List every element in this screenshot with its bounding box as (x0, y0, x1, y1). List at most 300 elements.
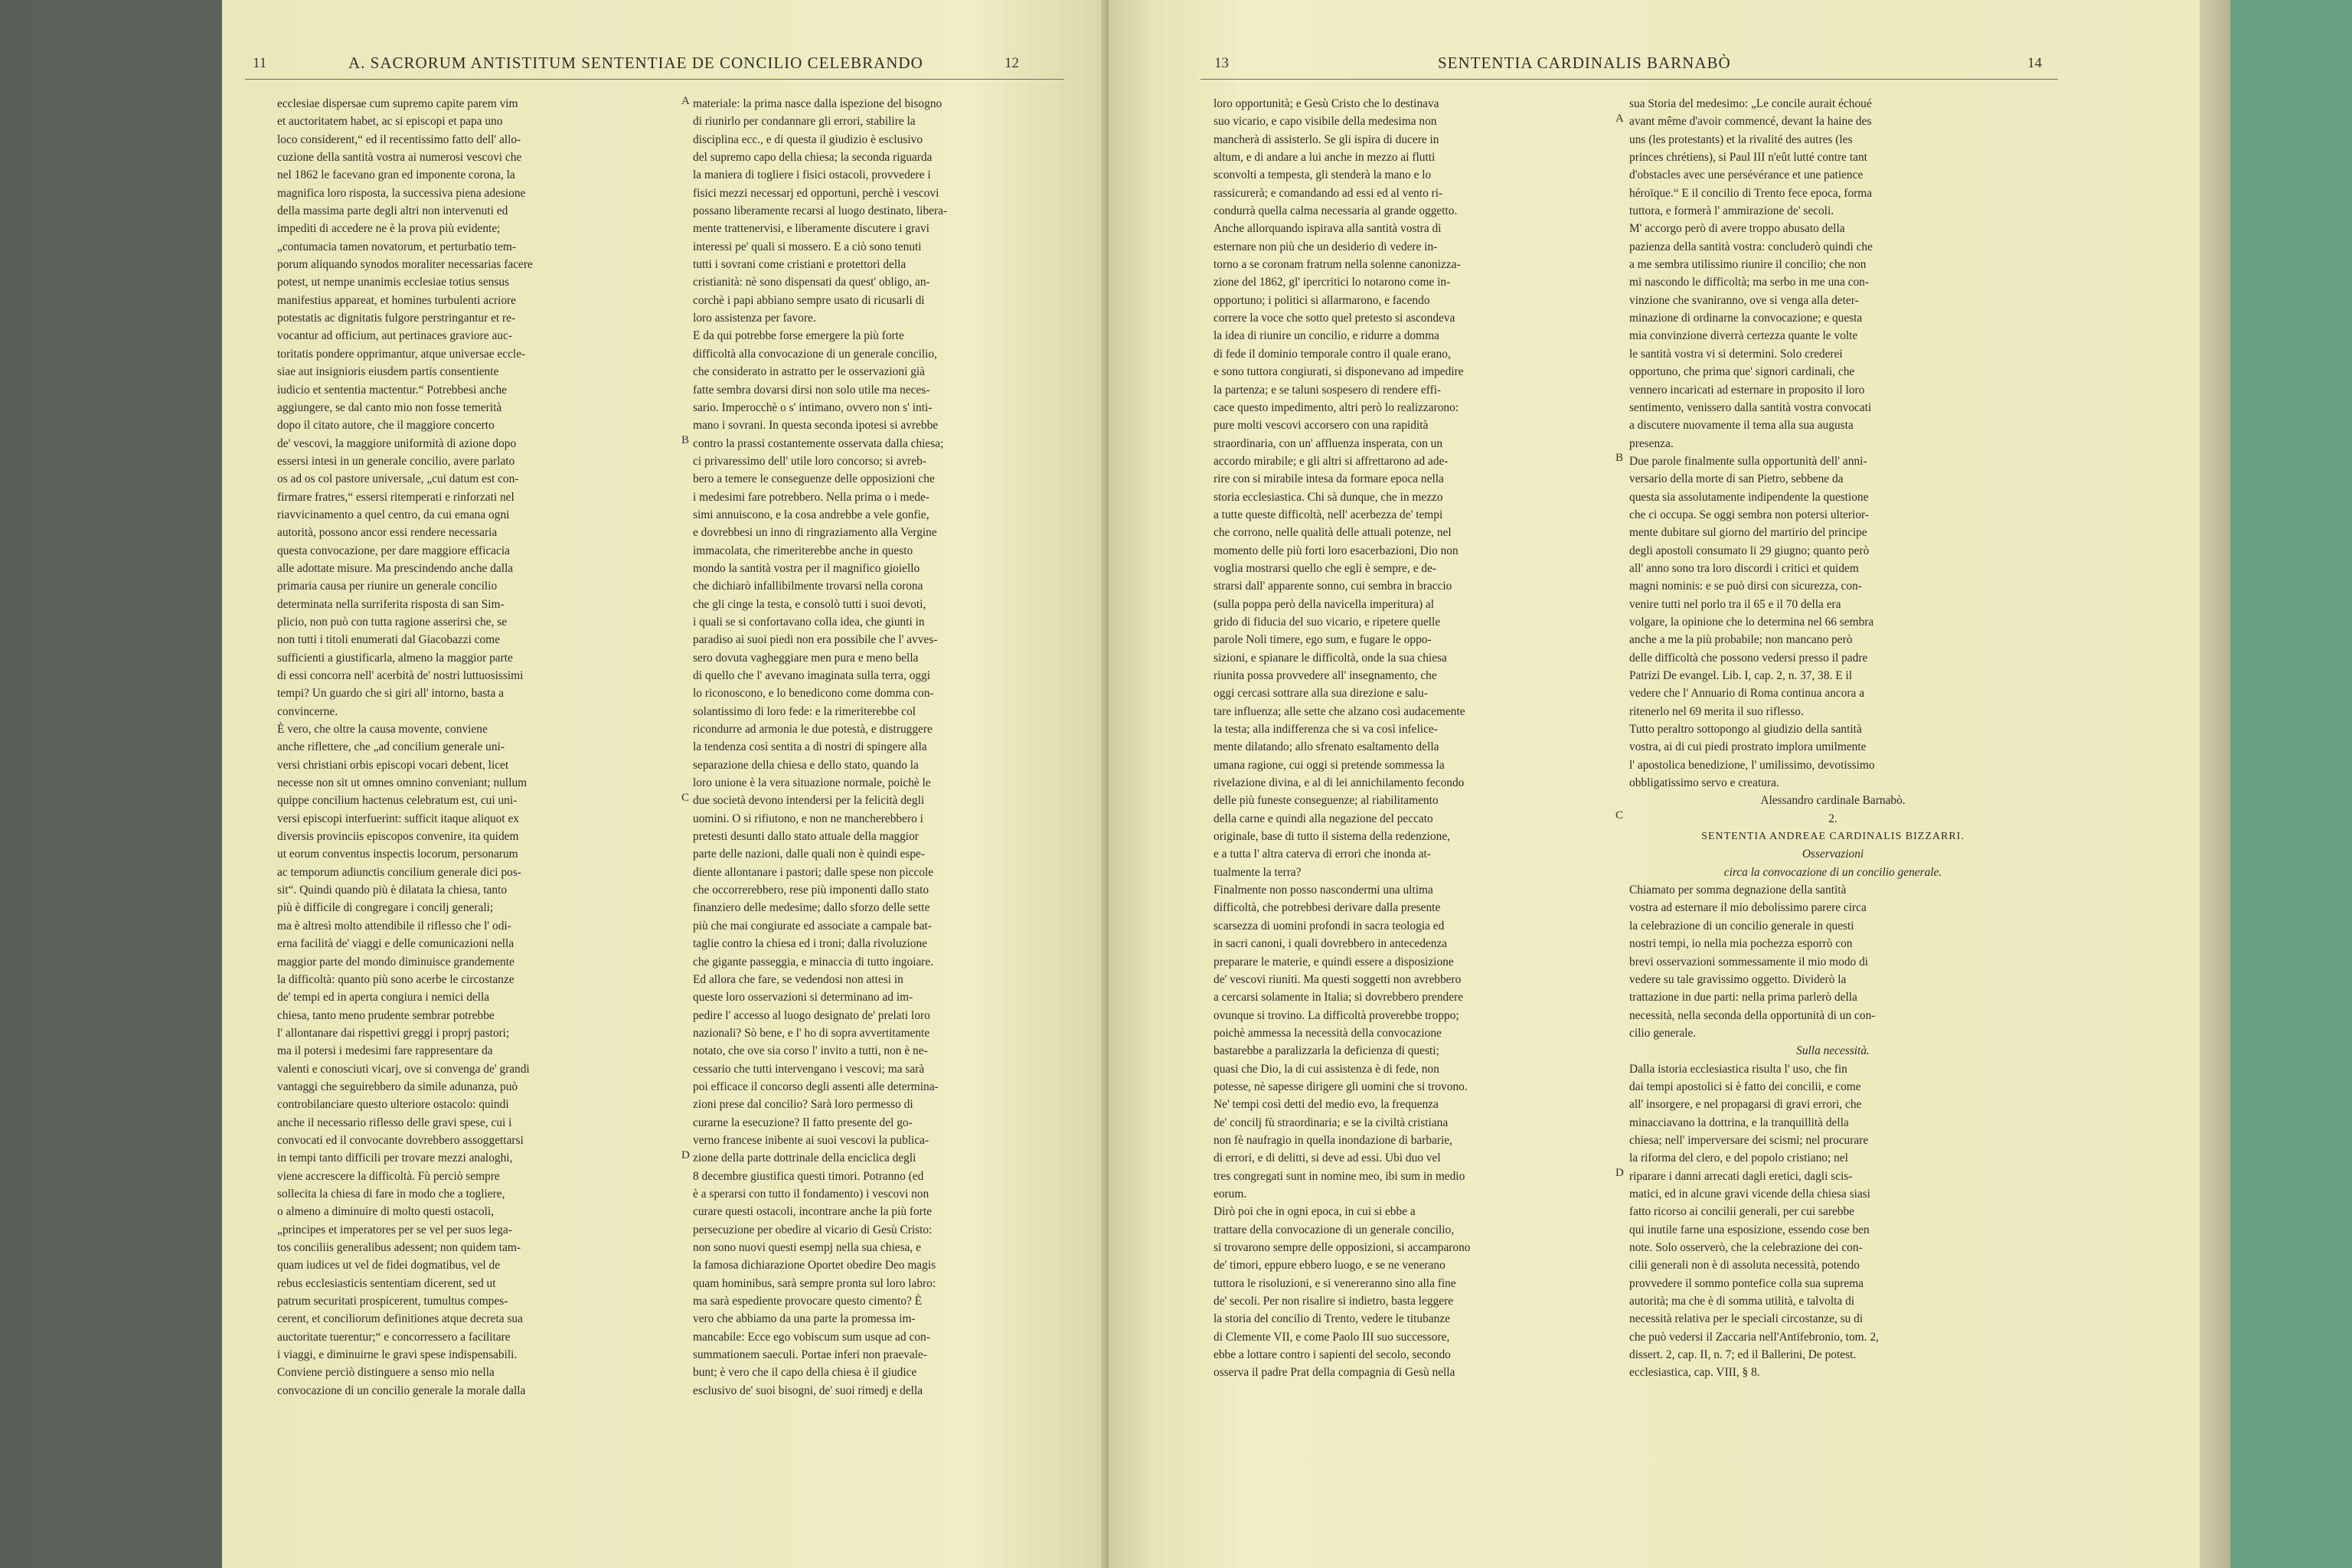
text-line: vocantur ad officium, aut pertinaces graviore auc- (277, 329, 512, 343)
text-line: tutti i sovrani come cristiani e protettori della (693, 258, 906, 272)
text-line: obbligatissimo servo e creatura. (1629, 776, 1779, 790)
text-line: la maniera di togliere i fisici ostacoli, provvedere i (693, 168, 931, 182)
text-line: a me sembra utilissimo riunire il concilio; che non (1629, 258, 1867, 272)
text-line: quam iudices ut vel de fidei dogmatibus, vel de (277, 1259, 501, 1272)
text-line: simi annuiscono, e la cosa andrebbe a vele gonfie, (693, 508, 929, 521)
text-line: volgare, la opinione che lo determina nel 66 sembra (1629, 615, 1874, 629)
text-line: notato, che ove sia corso l' invito a tutti, non è ne- (693, 1044, 928, 1058)
text-line: contro la prassi costantemente osservata dalla chiesa; (693, 436, 944, 450)
text-line: la storia del concilio di Trento, vedere le titubanze (1214, 1312, 1451, 1326)
text-line: delle più funeste conseguenze; al riabilitamento (1214, 794, 1439, 808)
text-line: i medesimi fare potrebbero. Nella prima o i mede- (693, 490, 929, 504)
text-line: trattare della convocazione di un generale concilio, (1214, 1223, 1455, 1236)
text-line: difficoltà alla convocazione di un generale concilio, (693, 347, 937, 361)
text-line: viene accrescere la difficoltà. Fù perciò sempre (277, 1169, 500, 1183)
text-line: tres congregati sunt in nomine meo, ibi sum in medio (1214, 1169, 1465, 1183)
text-line: zioni prese dal concilio? Sarà loro permesso di (693, 1098, 913, 1112)
text-line: rassicurerà; e comandando ad essi ed al vento ri- (1214, 186, 1443, 200)
text-line: interessi pe' quali si mossero. E a ciò sono tenuti (693, 240, 922, 253)
text-line: mano i sovrani. In questa seconda ipotesi si avrebbe (693, 419, 939, 433)
text-line: esternare non più che un desiderio di vedere in- (1214, 240, 1438, 253)
text-line: scarsezza di uomini profondi in sacra teologia ed (1214, 919, 1445, 933)
text-line: ebbe a lottare contro i sapienti del secolo, secondo (1214, 1348, 1451, 1362)
text-line: Ed allora che fare, se vedendosi non attesi in (693, 972, 903, 986)
text-line: ovunque si trovino. La difficoltà proverebbe troppo; (1214, 1008, 1459, 1022)
text-line: la tendenza così sentita a di nostri di spingere alla (693, 740, 927, 754)
text-line: tuttora, e formerà l' ammirazione de' secoli. (1629, 204, 1834, 218)
text-line: pretesti desunti dallo stato attuale della maggior (693, 830, 919, 844)
text-line: 8 decembre giustifica questi timori. Potranno (ed (693, 1169, 924, 1183)
text-line: rire con si mirabile intesa da formare epoca nella (1214, 472, 1444, 486)
text-line: all' insorgere, e nel propagarsi di gravi errori, che (1629, 1098, 1862, 1112)
text-line: difficoltà, che potrebbesi derivare dalla presente (1214, 901, 1441, 915)
text-line: vinzione che svaniranno, ove si venga alla deter- (1629, 293, 1859, 307)
text-line: riavvicinamento a quel centro, da cui emana ogni (277, 508, 510, 521)
text-line: cristianità: nè sono dispensati da quest' obligo, an- (693, 276, 930, 289)
text-line: esclusivo de' suoi bisogni, de' suoi rimedj e della (693, 1383, 923, 1397)
text-line: Anche allorquando ispirava alla santità vostra di (1214, 222, 1442, 236)
margin-letter: C (681, 792, 690, 804)
text-line: non fè naufragio in quella inondazione di barbarie, (1214, 1133, 1452, 1147)
text-line: ma sarà espediente provocare questo cimento? È (693, 1295, 923, 1308)
text-line: Tutto peraltro sottopongo al giudizio della santità (1629, 723, 1862, 737)
text-line: due società devono intendersi per la felicità degli (693, 794, 925, 808)
text-line: che ci occupa. Se oggi sembra non potersi ulterior- (1629, 508, 1869, 521)
text-line: e sono tuttora congiurati, si disponevano ad impedire (1214, 365, 1464, 379)
text-line: Dalla istoria ecclesiastica risulta l' uso, che fin (1629, 1062, 1847, 1076)
text-line: ecclesiae dispersae cum supremo capite parem vim (277, 97, 518, 110)
text-line: dai tempi apostolici si è fatto dei concilii, e come (1629, 1080, 1861, 1093)
text-line: M' accorgo però di avere troppo abusato della (1629, 222, 1845, 236)
running-head: SENTENTIA CARDINALIS BARNABÒ (1438, 54, 1731, 72)
text-line: verno francese inibente ai suoi vescovi la publica- (693, 1133, 929, 1147)
text-line: erna facilità de' viaggi e delle comunicazioni nella (277, 937, 514, 951)
text-line: primaria causa per riunire un generale concilio (277, 580, 498, 593)
text-line: vedere che l' Annuario di Roma continua ancora a (1629, 687, 1865, 701)
text-line: di fede il dominio temporale contro il quale erano, (1214, 347, 1451, 361)
text-line: trattazione in due parti: nella prima parlerò della (1629, 991, 1857, 1004)
text-line: essersi intesi in un generale concilio, avere parlato (277, 454, 515, 468)
text-line: ut eorum conventus inspectis locorum, personarum (277, 848, 518, 861)
page-number: 13 (1214, 55, 1229, 71)
text-line: tuttora le risoluzioni, e si venereranno sino alla fine (1214, 1276, 1456, 1290)
text-line: la riforma del clero, e del popolo cristiano; nel (1629, 1152, 1848, 1165)
text-line: che dichiarò infallibilmente trovarsi nella corona (693, 580, 923, 593)
margin-letter: B (681, 434, 690, 446)
right-page (1109, 0, 2200, 1568)
text-line: convincerne. (277, 704, 338, 718)
text-line: si trovarono sempre delle opposizioni, si accamparono (1214, 1241, 1471, 1254)
text-line: l' apostolica benedizione, l' umilissimo, devotissimo (1629, 758, 1875, 772)
text-line: corchè i papi abbiano sempre usato di ricusarli di (693, 293, 925, 307)
text-line: diente allontanare i pastori; dalle spese non piccole (693, 865, 934, 879)
text-line: mancherà di assisterlo. Se gli ispira di ducere in (1214, 132, 1439, 146)
text-line: cerent, et conciliorum definitiones atque decreta sua (277, 1312, 523, 1326)
text-line: firmare fratres,“ essersi ritemperati e rinforzati nel (277, 490, 514, 504)
text-line: Dirò poi che in ogni epoca, in cui si ebbe a (1214, 1205, 1416, 1219)
text-line: de' concilj fù straordinaria; e se la civiltà cristiana (1214, 1116, 1449, 1129)
margin-letter: D (1615, 1167, 1624, 1179)
text-line: a discutere nuovamente il tema alla sua augusta (1629, 419, 1854, 433)
text-line: magni nominis: e se può dirsi con sicurezza, con- (1629, 580, 1862, 593)
text-line: versi episcopi interfuerint: sufficit itaque aliquot ex (277, 812, 519, 825)
text-line: ricondurre ad armonia le due potestà, e distruggere (693, 723, 933, 737)
text-line: alle adottate misure. Ma prescindendo anche dalla (277, 561, 514, 575)
text-line: porum aliquando synodos moraliter necessarias facere (277, 258, 533, 272)
text-line: 2. (1828, 812, 1838, 825)
text-line: momento delle più forti loro esacerbazioni, Dio non (1214, 544, 1459, 557)
text-line: mancabile: Ecce ego vobiscum sum usque ad con- (693, 1330, 930, 1344)
text-line: possano liberamente recarsi al luogo destinato, libera- (693, 204, 948, 218)
text-line: versi christiani orbis episcopi vocari debent, licet (277, 758, 509, 772)
text-line: delle difficoltà che possono vedersi presso il padre (1629, 651, 1868, 665)
text-line: sentimento, venissero dalla santità vostra convocati (1629, 400, 1872, 414)
text-line: che gli cinge la testa, e consolò tutti i suoi devoti, (693, 597, 926, 611)
text-line: i quali se si confortavano colla idea, che giunti in (693, 615, 925, 629)
text-line: i viaggi, e diminuirne le gravi spese indispensabili. (277, 1348, 518, 1362)
text-line: strarsi dall' apparente sonno, cui sembra in braccio (1214, 580, 1452, 593)
text-line: quam hominibus, sarà sempre pronta sul loro labro: (693, 1276, 936, 1290)
text-line: e a tutta l' altra caterva di errori che inonda at- (1214, 848, 1431, 861)
text-line: pazienza della santità vostra: concluderò quindi che (1629, 240, 1873, 253)
text-line: mondo la santità vostra per il magnifico gioiello (693, 561, 920, 575)
text-line: provvedere il sommo pontefice colla sua suprema (1629, 1276, 1864, 1290)
text-line: la famosa dichiarazione Oportet obedire Deo magis (693, 1259, 936, 1272)
text-line: de' vescovi riuniti. Ma questi soggetti non avrebbero (1214, 972, 1462, 986)
text-line: taglie contro la chiesa ed i troni; dalla rivoluzione (693, 937, 927, 951)
text-line: summationem saeculi. Portae inferi non praevale- (693, 1348, 927, 1362)
page-number: 12 (1004, 55, 1019, 71)
text-line: che corrono, nelle qualità delle attuali potenze, nel (1214, 526, 1452, 540)
text-column (277, 95, 678, 1400)
text-line: os ad os col pastore universale, „cui datum est con- (277, 472, 519, 486)
text-line: siae aut insignioris eiusdem partis consentiente (277, 365, 499, 379)
page-number: 11 (253, 55, 267, 71)
text-line: dissert. 2, cap. II, n. 7; ed il Ballerini, De potest. (1629, 1348, 1857, 1362)
text-line: zione del 1862, gl' ipercritici lo notarono come in- (1214, 276, 1451, 289)
text-line: d'obstacles avec une persévérance et une patience (1629, 168, 1864, 182)
text-line: Patrizi De evangel. Lib. I, cap. 2, n. 37, 38. E il (1629, 669, 1853, 682)
text-line: poi efficace il concorso degli assenti alle determina- (693, 1080, 939, 1093)
text-line: vero che abbiamo da una parte la promessa im- (693, 1312, 916, 1326)
text-line: in sacri canoni, i quali dovrebbero in antecedenza (1214, 937, 1448, 951)
text-line: loco considerent,“ ed il recentissimo fatto dell' allo- (277, 132, 521, 146)
text-line: autorità; ma che è di somma utilità, e talvolta di (1629, 1295, 1855, 1308)
text-line: Due parole finalmente sulla opportunità dell' anni- (1629, 454, 1867, 468)
text-line: non tutti i titoli enumerati dal Giacobazzi come (277, 633, 501, 647)
text-line: separazione della chiesa e dello stato, quando la (693, 758, 919, 772)
page-edge (2200, 0, 2230, 1568)
text-line: riparare i danni arrecati dagli eretici, dagli scis- (1629, 1169, 1853, 1183)
text-line: ac temporum adiunctis concilium generale dici pos- (277, 865, 521, 879)
text-line: ma il potersi i medesimi fare rappresentare da (277, 1044, 493, 1058)
text-line: loro assistenza per favore. (693, 312, 816, 325)
text-line: Finalmente non posso nascondermi una ultima (1214, 884, 1433, 897)
text-line: quasi che Dio, la di cui assistenza è di fede, non (1214, 1062, 1439, 1076)
text-line: minazione di ordinarne la convocazione; e questa (1629, 312, 1863, 325)
text-line: voglia mostrarsi quello che egli è sempre, e de- (1214, 561, 1437, 575)
margin-letter: C (1615, 809, 1624, 822)
text-line: (sulla poppa però della navicella imperitura) al (1214, 597, 1435, 611)
text-line: bero a temere le conseguenze delle opposizioni che (693, 472, 935, 486)
text-line: È vero, che oltre la causa movente, conviene (277, 723, 488, 737)
text-line: et auctoritatem habet, ac si episcopi et papa uno (277, 115, 503, 129)
text-line: correre la voce che sotto quel pretesto si ascondeva (1214, 312, 1455, 325)
text-line: opportuno, che prima que' signori cardinali, che (1629, 365, 1855, 379)
text-line: storia ecclesiastica. Chi sà dunque, che in mezzo (1214, 490, 1443, 504)
text-line: questa sia assolutamente indipendente la questione (1629, 490, 1869, 504)
text-line: del supremo capo della chiesa; la seconda riguarda (693, 151, 933, 165)
text-line: patrum securitati prospicerent, tumultus compes- (277, 1295, 508, 1308)
text-line: sero dovuta vagheggiare men pura e meno bella (693, 651, 919, 665)
text-line: diversis provinciis episcopos convenire, ita quidem (277, 830, 519, 844)
text-line: de' tempi ed in aperta congiura i nemici della (277, 991, 490, 1004)
text-line: note. Solo osserverò, che la celebrazione dei con- (1629, 1241, 1863, 1254)
text-line: nel 1862 le facevano gran ed imponente corona, la (277, 168, 515, 182)
text-line: determinata nella surriferita risposta di san Sim- (277, 597, 505, 611)
text-line: le santità vostra vi si determini. Solo crederei (1629, 347, 1843, 361)
text-line: convocati ed il convocante dovrebbero assoggettarsi (277, 1133, 524, 1147)
text-line: mente dubitare sul giorno del martirio del principe (1629, 526, 1867, 540)
text-line: bunt; è vero che il capo della chiesa è il giudice (693, 1366, 917, 1380)
text-line: curarne la esecuzione? Il fatto presente del go- (693, 1116, 913, 1129)
text-line: sua Storia del medesimo: „Le concile aurait échoué (1629, 97, 1872, 110)
text-line: SENTENTIA ANDREAE CARDINALIS BIZZARRI. (1701, 831, 1965, 843)
text-line: versario della morte di san Pietro, sebbene da (1629, 472, 1844, 486)
text-line: Ne' tempi così detti del medio evo, la frequenza (1214, 1098, 1439, 1112)
text-line: curare questi ostacoli, incontrare anche la più forte (693, 1205, 932, 1219)
text-line: sizioni, e spianare le difficoltà, onde la sua chiesa (1214, 651, 1447, 665)
text-line: torno a se coronam fratrum nella solenne canonizza- (1214, 258, 1461, 272)
text-line: necessità, nella seconda della opportunità di un con- (1629, 1008, 1876, 1022)
text-line: osserva il padre Prat della compagnia di Gesù nella (1214, 1366, 1455, 1380)
text-line: che può vedersi il Zaccaria nell'Antifebronio, tom. 2, (1629, 1330, 1879, 1344)
margin-letter: D (681, 1149, 690, 1161)
header-rule (1200, 79, 2058, 80)
text-line: eorum. (1214, 1187, 1247, 1200)
text-line: quippe concilium hactenus celebratum est, cui uni- (277, 794, 518, 808)
text-line: accordo mirabile; e gli altri si affrettarono ad ade- (1214, 454, 1449, 468)
text-line: cilio generale. (1629, 1026, 1697, 1040)
text-line: più che mai congiurate ed associate a campale bat- (693, 919, 932, 933)
text-line: potestatis ac dignitatis fulgore perstringantur et re- (277, 312, 516, 325)
text-line: fisici mezzi necessarj ed opportuni, perchè i vescovi (693, 186, 939, 200)
text-line: la idea di riunire un concilio, e ridurre a domma (1214, 329, 1439, 343)
text-line: sario. Imperocchè o s' intimano, ovvero non s' inti- (693, 400, 933, 414)
text-line: dopo il citato autore, che il maggiore concerto (277, 419, 495, 433)
text-line: l' allontanare dai rispettivi greggi i proprj pastori; (277, 1026, 510, 1040)
text-line: mi nascondo le difficoltà; ma serbo in me una con- (1629, 276, 1869, 289)
text-column (1214, 95, 1612, 1382)
text-line: minacciavano la dottrina, e la tranquillità della (1629, 1116, 1849, 1129)
text-line: ma è altresì molto attendibile il riflesso che l' odi- (277, 919, 511, 933)
text-line: cace questo impedimento, altri però lo realizzarono: (1214, 400, 1459, 414)
text-line: tualmente la terra? (1214, 865, 1302, 879)
text-line: questa convocazione, per dare maggiore efficacia (277, 544, 510, 557)
text-line: Chiamato per somma degnazione della santità (1629, 884, 1847, 897)
text-line: finanziero delle medesime; dallo sforzo delle sette (693, 901, 930, 915)
text-line: umana ragione, cui oggi si pretende sommessa la (1214, 758, 1445, 772)
text-line: avant même d'avoir commencé, devant la haine des (1629, 115, 1872, 129)
text-line: impediti di accedere ne è la prova più evidente; (277, 222, 501, 236)
text-line: di quello che l' avevano imaginata sulla terra, oggi (693, 669, 931, 682)
text-line: mente dilatando; allo sfrenato esaltamento della (1214, 740, 1439, 754)
text-line: potest, ut nempe unanimis ecclesiae totius sensus (277, 276, 510, 289)
text-line: pedire l' accesso al luogo designato de' prelati loro (693, 1008, 930, 1022)
text-line: a tutte queste difficoltà, nell' acerbezza de' tempi (1214, 508, 1443, 521)
text-line: immacolata, che rimeriterebbe anche in questo (693, 544, 913, 557)
text-line: grido di fiducia del suo vicario, e ripetere quelle (1214, 615, 1441, 629)
text-line: all' anno sono tra loro discordi i critici et quidem (1629, 561, 1859, 575)
text-line: parole Noli timere, ego sum, e fugare le oppo- (1214, 633, 1432, 647)
text-line: zione della parte dottrinale della enciclica degli (693, 1152, 916, 1165)
text-line: vostra ad esternare il mio debolissimo parere circa (1629, 901, 1867, 915)
text-line: persecuzione per obedire al vicario di Gesù Cristo: (693, 1223, 933, 1236)
text-line: fatte sembra dovarsi dirsi non solo utile ma neces- (693, 383, 930, 397)
text-line: lo riconoscono, e lo benedicono come domma con- (693, 687, 934, 701)
text-line: de' vescovi, la maggiore uniformità di azione dopo (277, 436, 517, 450)
text-line: di Clemente VII, e come Paolo III suo successore, (1214, 1330, 1450, 1344)
text-line: suo vicario, e capo visibile della medesima non (1214, 115, 1437, 129)
text-line: queste loro osservazioni si determinano ad im- (693, 991, 913, 1004)
text-line: nostri tempi, io nella mia pochezza esporrò con (1629, 937, 1853, 951)
text-line: tos conciliis generalibus adessent; non quidem tam- (277, 1241, 521, 1254)
text-line: parte delle nazioni, dalle quali non è quindi espe- (693, 848, 926, 861)
text-line: e dovrebbesi un inno di ringraziamento alla Vergine (693, 526, 937, 540)
text-line: rebus ecclesiasticis sententiam dicerent, sed ut (277, 1276, 496, 1290)
text-line: è a sperarsi con tutto il fondamento) i vescovi non (693, 1187, 929, 1200)
text-line: magnifica loro risposta, la successiva piena adesione (277, 186, 526, 200)
text-line: della massima parte degli altri non intervenuti ed (277, 204, 508, 218)
text-line: riunita possa provvedere all' insegnamento, che (1214, 669, 1437, 682)
text-line: vantaggi che seguirebbero da simile adunanza, può (277, 1080, 518, 1093)
text-line: oggi cercasi sottrare alla sua direzione e salu- (1214, 687, 1428, 701)
text-line: matici, ed in alcune gravi vicende della chiesa siasi (1629, 1187, 1870, 1200)
text-line: toritatis pondere opprimantur, atque universae eccle- (277, 347, 526, 361)
text-line: o almeno a diminuire di molto questi ostacoli, (277, 1205, 494, 1219)
text-line: della carne e quindi alla negazione del peccato (1214, 812, 1433, 825)
margin-letter: A (681, 95, 690, 107)
text-line: valenti e conosciuti vicarj, ove si convenga de' grandi (277, 1062, 530, 1076)
text-line: „contumacia tamen novatorum, et perturbatio tem- (277, 240, 516, 253)
text-line: rivelazione divina, e al di lei annichilamento fecondo (1214, 776, 1465, 790)
text-line: paradiso ai suoi piedi non era possibile che l' avves- (693, 633, 938, 647)
text-line: tare influenza; alle sette che alzano così audacemente (1214, 704, 1465, 718)
text-line: sconvolti a tempesta, gli stenderà la mano e lo (1214, 168, 1432, 182)
text-line: necesse non sit ut omnes omnino conveniant; nullum (277, 776, 528, 790)
text-line: la difficoltà: quanto più sono acerbe le circostanze (277, 972, 514, 986)
text-line: pure molti vescovi accorsero con una rapidità (1214, 419, 1429, 433)
text-line: anche il necessario riflesso delle gravi spese, cui i (277, 1116, 512, 1129)
text-line: chiesa, tanto meno prudente sembrar potrebbe (277, 1008, 495, 1022)
text-line: degli apostoli consumato li 29 giugno; quanto però (1629, 544, 1870, 557)
text-line: Osservazioni (1802, 848, 1864, 861)
text-line: qui inutile farne una esposizione, essendo cose ben (1629, 1223, 1870, 1236)
text-line: ecclesiastica, cap. VIII, § 8. (1629, 1366, 1760, 1380)
text-line: più è difficile di congregare i concilj generali; (277, 901, 494, 915)
text-line: nazionali? Sò bene, e l' ho di sopra avvertitamente (693, 1026, 930, 1040)
text-line: originale, base di tutto il sistema della redenzione, (1214, 830, 1451, 844)
text-line: non sono nuovi questi esempj nella sua chiesa, e (693, 1241, 921, 1254)
text-line: E da qui potrebbe forse emergere la più forte (693, 329, 904, 343)
text-line: mente trattenervisi, e liberamente discutere i gravi (693, 222, 929, 236)
text-line: vennero incaricati ad esternare in proposito il loro (1629, 383, 1865, 397)
text-line: ritenerlo nel 69 merita il suo riflesso. (1629, 704, 1804, 718)
running-head: A. SACRORUM ANTISTITUM SENTENTIAE DE CONCILIO CELEBRANDO (348, 54, 923, 72)
text-line: cilii generali non è di assoluta necessità, potendo (1629, 1259, 1860, 1272)
text-line: autorità, possono ancor essi rendere necessaria (277, 526, 498, 540)
left-page (222, 0, 1106, 1568)
text-line: Alessandro cardinale Barnabò. (1760, 794, 1906, 808)
page-number: 14 (2027, 55, 2042, 71)
text-line: auctoritate tuerentur;“ e concorressero a facilitare (277, 1330, 511, 1344)
text-line: altum, e di andare a lui anche in mezzo ai flutti (1214, 151, 1436, 165)
text-line: vedere su tale gravissimo oggetto. Dividerò la (1629, 972, 1847, 986)
text-line: in tempi tanto difficili per trovare mezzi analoghi, (277, 1152, 513, 1165)
text-line: princes chrétiens), si Paul III n'eût lutté contre tant (1629, 151, 1867, 165)
text-line: Conviene perciò distinguere a senso mio nella (277, 1366, 495, 1380)
text-line: cessario che tutti intervengano i vescovi; ma sarà (693, 1062, 925, 1076)
header-rule (245, 79, 1064, 80)
text-line: sit“. Quindi quando più è dilatata la chiesa, tanto (277, 884, 508, 897)
text-line: maggior parte del mondo diminuisce grandemente (277, 955, 514, 969)
text-line: uomini. O si rifiutono, e non ne mancherebbero i (693, 812, 923, 825)
text-line: aggiungere, se dal canto mio non fosse temerità (277, 400, 502, 414)
text-line: vostra, ai di cui piedi prostrato implora umilmente (1629, 740, 1867, 754)
text-line: brevi osservazioni sommessamente il mio modo di (1629, 955, 1869, 969)
text-line: ci privaressimo dell' utile loro concorso; si avreb- (693, 454, 926, 468)
text-line: necessità relativa per le speciali circostanze, su di (1629, 1312, 1864, 1326)
text-line: solantissimo di loro fede: e la rimeriterebbe col (693, 704, 916, 718)
text-line: che occorrerebbero, rese più imponenti dallo stato (693, 884, 929, 897)
text-line: cuzione della santità vostra ai numerosi vescovi che (277, 151, 522, 165)
text-line: che considerato in astratto per le osservazioni già (693, 365, 925, 379)
text-line: manifestius appareat, et homines turbulenti acriore (277, 293, 516, 307)
text-line: straordinaria, con un' affluenza insperata, con un (1214, 436, 1443, 450)
text-line: opportuno; i politici si allarmarono, e facendo (1214, 293, 1430, 307)
text-line: de' secoli. Per non risalire si indietro, basta leggere (1214, 1295, 1454, 1308)
text-line: loro opportunità; e Gesù Cristo che lo destinava (1214, 97, 1439, 110)
text-line: „principes et imperatores per se vel per suos lega- (277, 1223, 512, 1236)
text-line: convocazione di un concilio generale la morale dalla (277, 1383, 526, 1397)
text-line: materiale: la prima nasce dalla ispezione del bisogno (693, 97, 942, 110)
text-line: presenza. (1629, 436, 1674, 450)
text-line: loro unione è la vera situazione normale, poichè le (693, 776, 931, 790)
text-line: uns (les protestants) et la rivalité des autres (les (1629, 132, 1853, 146)
text-line: plicio, non può con tutta ragione asserirsi che, se (277, 615, 508, 629)
text-line: che gigante passeggia, e minaccia di tutto ingoiare. (693, 955, 934, 969)
text-line: anche riflettere, che „ad concilium generale uni- (277, 740, 505, 754)
text-line: la partenza; e se taluni sospesero di rendere effi- (1214, 383, 1442, 397)
text-line: héroïque.“ E il concilio di Trento fece epoca, forma (1629, 186, 1873, 200)
text-line: chiesa; nell' imperversare dei scismi; nel procurare (1629, 1133, 1869, 1147)
margin-letter: B (1615, 452, 1624, 464)
text-line: anche a me la più probabile; non mancano però (1629, 633, 1853, 647)
text-line: controbilanciare questo ulteriore ostacolo: quindi (277, 1098, 509, 1112)
text-line: di riunirlo per condannare gli errori, stabilire la (693, 115, 916, 129)
text-column (1629, 95, 2037, 1382)
text-line: venire tutti nel porlo tra il 65 e il 70 della era (1629, 597, 1841, 611)
margin-letter: A (1615, 113, 1624, 125)
text-line: poichè ammessa la necessità della convocazione (1214, 1026, 1442, 1040)
text-line: a cercarsi solamente in Italia; si dovrebbero prendere (1214, 991, 1464, 1004)
text-line: di essi concorra nell' acerbità de' nostri luttuosissimi (277, 669, 524, 682)
text-line: bastarebbe a paralizzarla la deficienza di questi; (1214, 1044, 1439, 1058)
text-line: la testa; alla indifferenza che si va così infelice- (1214, 723, 1438, 737)
text-column (693, 95, 1091, 1400)
text-line: potesse, nè sapesse dirigere gli uomini che si trovono. (1214, 1080, 1468, 1093)
text-line: mia convinzione diverrà certezza quante le volte (1629, 329, 1858, 343)
